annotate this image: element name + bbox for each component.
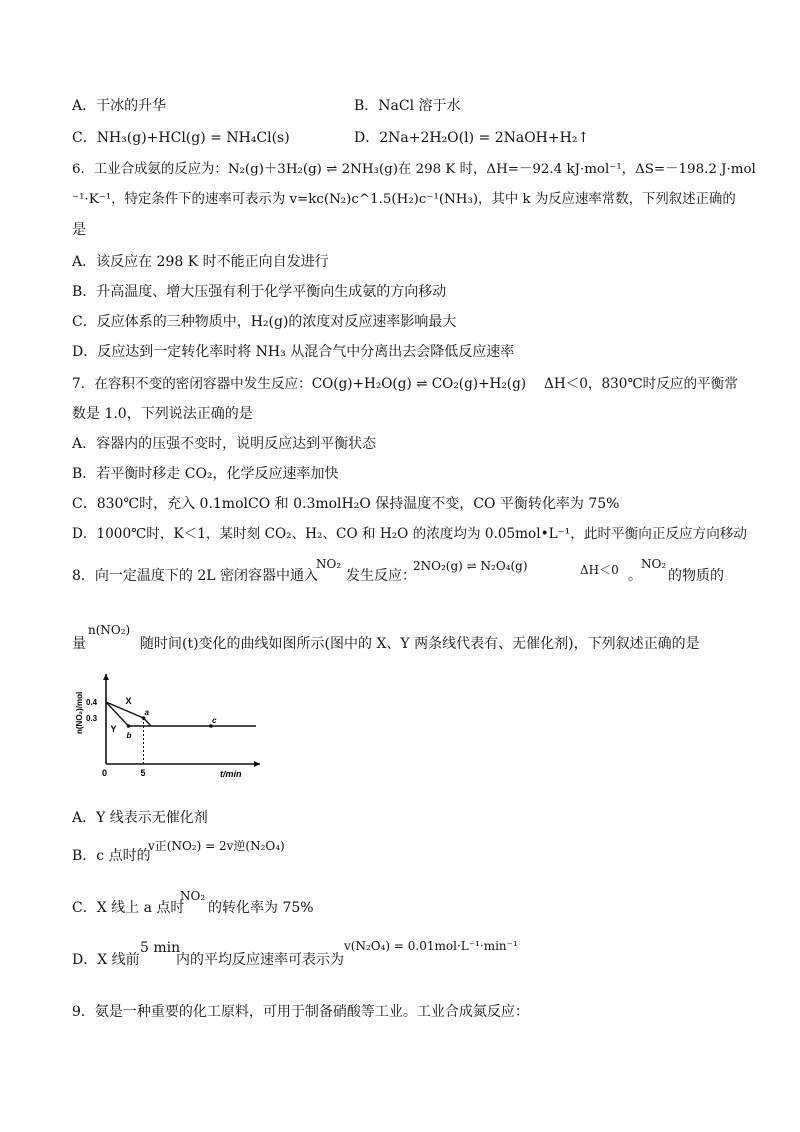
q8-option-d-prefix: D．X 线前 (72, 952, 140, 968)
q5-option-a: A．干冰的升华 (72, 98, 167, 114)
q6-option-a: A．该反应在 298 K 时不能正向自发进行 (72, 254, 329, 270)
q6-option-d: D．反应达到一定转化率时将 NH₃ 从混合气中分离出去会降低反应速率 (72, 344, 515, 360)
point-label-b: b (126, 731, 132, 740)
q6-stem-line1: 6．工业合成氨的反应为：N₂(g)＋3H₂(g) ⇌ 2NH₃(g)在 298 K 时，ΔH=－92.4 kJ·mol⁻¹，ΔS=－198.2 J·mol (72, 162, 756, 177)
q7-option-b: B．若平衡时移走 CO₂，化学反应速率加快 (72, 466, 339, 482)
q8-option-d-mid: 内的平均反应速率可表示为 (176, 952, 344, 968)
x-axis-arrow (254, 761, 260, 767)
q8-option-a: A．Y 线表示无催化剂 (72, 810, 208, 826)
q8-option-b-equation: v正(NO₂) = 2v逆(N₂O₄) (148, 839, 285, 853)
point-label-a: a (144, 708, 149, 717)
q5-option-b: B．NaCl 溶于水 (354, 98, 461, 114)
q7-stem-line1: 7．在容积不变的密闭容器中发生反应：CO(g)+H₂O(g) ⇌ CO₂(g)+H₂(g) ΔH＜0，830℃时反应的平衡常 (72, 376, 738, 392)
y-axis-label: n(NO₂)/mol (75, 691, 84, 734)
q8-n-no2: n(NO₂) (88, 623, 131, 637)
q8-stem-line1b: 发生反应： (346, 568, 416, 584)
x-tick-label: 0 (102, 768, 108, 778)
q9-stem: 9．氨是一种重要的化工原料，可用于制备硝酸等工业。工业合成氮反应： (72, 1004, 529, 1020)
q7-option-d: D．1000℃时，K＜1，某时刻 CO₂、H₂、CO 和 H₂O 的浓度均为 0.05mol•L⁻¹，此时平衡向正反应方向移动 (72, 526, 747, 542)
q8-no2-formula-2: NO₂ (641, 557, 667, 571)
q5-option-d: D．2Na+2H₂O(l) = 2NaOH+H₂↑ (354, 130, 590, 146)
q8-stem-line2a: 量 (72, 636, 86, 652)
q6-stem-line3: 是 (72, 222, 86, 238)
q8-enthalpy: ΔH＜0 (580, 563, 619, 577)
point-label-c: c (212, 716, 217, 725)
q8-option-b-prefix: B．c 点时的 (72, 848, 151, 864)
q8-option-c-suffix: 的转化率为 75% (208, 900, 314, 916)
q7-option-a: A．容器内的压强不变时，说明反应达到平衡状态 (72, 436, 377, 452)
point-b (127, 724, 131, 728)
q8-option-d-time: 5 min (140, 940, 181, 956)
series-label-y: Y (110, 724, 117, 734)
q8-reaction-equation: 2NO₂(g) ⇌ N₂O₄(g) (413, 559, 528, 573)
q8-option-c-formula: NO₂ (180, 889, 206, 903)
y-axis-arrow (103, 674, 109, 680)
q8-option-c-prefix: C．X 线上 a 点时 (72, 900, 185, 916)
q8-option-d-equation: v(N₂O₄) = 0.01mol·L⁻¹·min⁻¹ (344, 939, 518, 953)
q8-no2-formula: NO₂ (316, 557, 342, 571)
series-label-x: X (125, 696, 132, 706)
q5-option-c: C．NH₃(g)+HCl(g) = NH₄Cl(s) (72, 130, 290, 146)
q7-option-c: C．830℃时，充入 0.1molCO 和 0.3molH₂O 保持温度不变，CO 平衡转化率为 75% (72, 496, 620, 512)
q8-stem-line1a: 8．向一定温度下的 2L 密闭容器中通入 (72, 568, 319, 584)
y-tick-label: 0.3 (86, 714, 98, 723)
q8-stem-line2b: 随时间(t)变化的曲线如图所示(图中的 X、Y 两条线代表有、无催化剂)，下列叙述正确的是 (140, 636, 700, 652)
x-axis-label: t/min (220, 769, 242, 779)
x-tick-label: 5 (140, 768, 146, 778)
q6-option-c: C．反应体系的三种物质中，H₂(g)的浓度对反应速率影响最大 (72, 314, 457, 330)
q8-stem-line1c: 。 (628, 568, 642, 584)
q6-option-b: B．升高温度、增大压强有利于化学平衡向生成氨的方向移动 (72, 284, 447, 300)
q8-chart (70, 666, 270, 786)
q8-stem-line1d: 的物质的 (668, 568, 724, 584)
y-tick-label: 0.4 (86, 698, 98, 707)
q7-stem-line2: 数是 1.0，下列说法正确的是 (72, 406, 253, 422)
q6-stem-line2: ⁻¹·K⁻¹，特定条件下的速率可表示为 v=kc(N₂)c^1.5(H₂)c⁻¹(NH₃)，其中 k 为反应速率常数，下列叙述正确的 (72, 192, 736, 207)
